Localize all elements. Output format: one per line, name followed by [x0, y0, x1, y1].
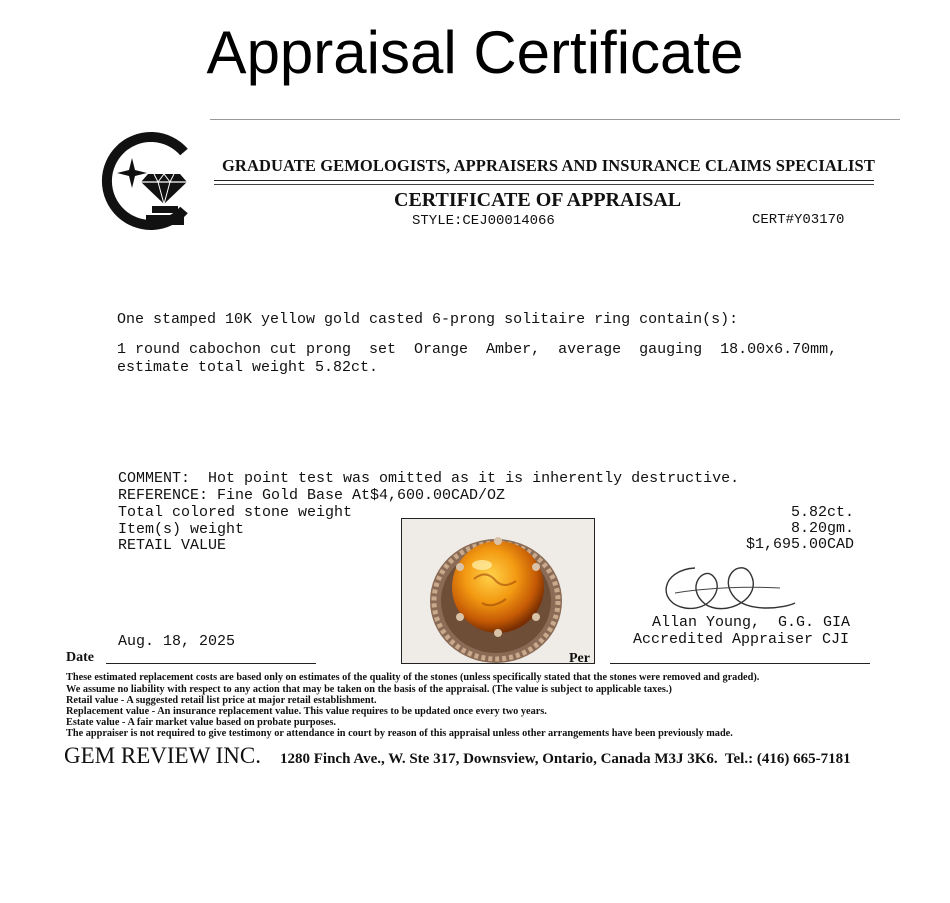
- header-tagline: GRADUATE GEMOLOGISTS, APPRAISERS AND INSURANCE CLAIMS SPECIALIST: [222, 156, 875, 175]
- disclaimer-line: Replacement value - An insurance replacement value. This value requires to be updated once every two years.: [66, 706, 547, 717]
- item-weight-value: 8.20gm.: [790, 520, 854, 537]
- page-title: Appraisal Certificate: [206, 19, 744, 86]
- description-line-3: estimate total weight 5.82ct.: [117, 359, 379, 376]
- per-label: Per: [569, 651, 590, 666]
- certificate-title: CERTIFICATE OF APPRAISAL: [394, 189, 682, 211]
- company-address: 1280 Finch Ave., W. Ste 317, Downsview, Ontario, Canada M3J 3K6. Tel.: (416) 665-7181: [280, 751, 851, 767]
- date-signature-line: [106, 663, 316, 664]
- stone-weight-label: Total colored stone weight: [118, 504, 353, 521]
- description-line-1: One stamped 10K yellow gold casted 6-prong solitaire ring contain(s):: [117, 311, 739, 328]
- style-code: STYLE:CEJ00014066: [412, 213, 555, 229]
- appraiser-signature: [655, 558, 800, 618]
- cert-number: CERT#Y03170: [752, 212, 845, 228]
- disclaimer-line: Estate value - A fair market value based on probate purposes.: [66, 717, 336, 728]
- per-signature-line: [610, 663, 870, 664]
- disclaimer-line: These estimated replacement costs are based only on estimates of the quality of the stones (unless specifically stated that the stones were removed and graded).: [66, 672, 760, 683]
- date-value: Aug. 18, 2025: [118, 633, 236, 650]
- company-logo: [96, 130, 196, 230]
- company-name: GEM REVIEW INC.: [64, 743, 261, 768]
- disclaimer-line: Retail value - A suggested retail list price at major retail establishment.: [66, 695, 377, 706]
- appraiser-name: Allan Young, G.G. GIA: [652, 614, 851, 631]
- reference-line: REFERENCE: Fine Gold Base At$4,600.00CAD/OZ: [118, 487, 506, 504]
- disclaimer-line: We assume no liability with respect to any action that may be taken on the basis of the appraisal. (The value is subject to applicable taxes.): [66, 684, 672, 695]
- top-divider: [210, 119, 900, 120]
- retail-value-label: RETAIL VALUE: [118, 537, 227, 554]
- header-rule: [214, 180, 874, 181]
- disclaimer-line: The appraiser is not required to give testimony or attendance in court by reason of this appraisal unless other arrangements have been previously made.: [66, 728, 733, 739]
- date-label: Date: [66, 650, 94, 665]
- comment-line: COMMENT: Hot point test was omitted as it is inherently destructive.: [118, 470, 740, 487]
- stone-weight-value: 5.82ct.: [790, 504, 854, 521]
- ring-photo: [401, 518, 595, 664]
- description-line-2: 1 round cabochon cut prong set Orange Amber, average gauging 18.00x6.70mm,: [117, 341, 838, 358]
- appraiser-title: Accredited Appraiser CJI: [633, 631, 850, 648]
- retail-value-amount: $1,695.00CAD: [745, 536, 854, 553]
- item-weight-label: Item(s) weight: [118, 521, 245, 538]
- header-rule-thin: [214, 184, 874, 185]
